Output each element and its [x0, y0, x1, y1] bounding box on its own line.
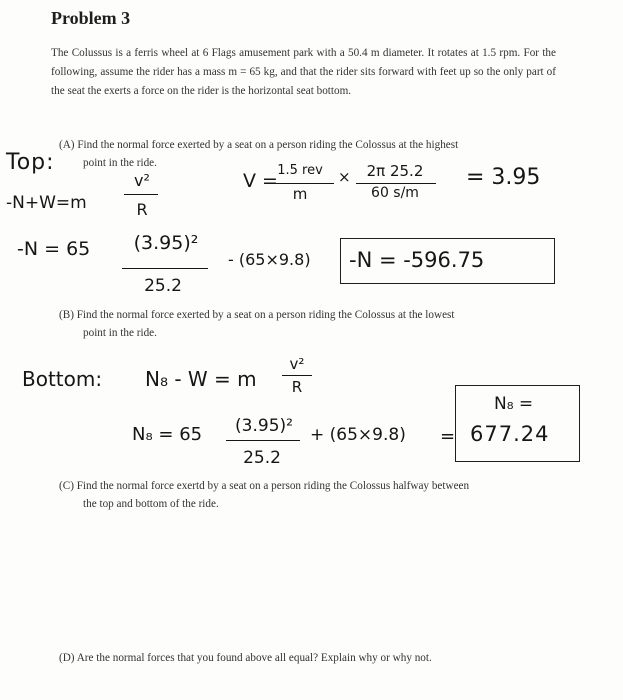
hw-n-den: 25.2 — [144, 276, 182, 296]
hw-v-num1: 1.5 rev — [277, 163, 323, 178]
answer-box-a — [340, 238, 555, 284]
hw-bottom-v2: v² — [289, 355, 305, 373]
hw-nb-plus: + (65×9.8) — [310, 425, 406, 445]
part-b-question — [59, 306, 559, 342]
hw-n-equation: -N = 65 — [17, 238, 91, 260]
hw-v-num2: 2π 25.2 — [366, 162, 424, 180]
hw-n-minus: - (65×9.8) — [228, 250, 311, 269]
hw-nb-equals: = — [440, 426, 456, 447]
hw-n-bar — [122, 268, 208, 269]
hw-v-den1: m — [292, 185, 308, 203]
hw-v-bar1 — [266, 183, 334, 184]
hw-nb-equation: N₈ = 65 — [132, 424, 203, 445]
part-a-line1: (A) Find the normal force exerted by a seat on a person riding the Colossus at the highest — [59, 139, 459, 151]
hw-n-square: (3.95)² — [133, 232, 199, 254]
part-c-line1: (C) Find the normal force exertd by a seat on a person riding the Colossus halfway between — [59, 480, 470, 492]
hw-bottom-bar — [282, 375, 312, 376]
hw-bottom-label: Bottom: — [22, 367, 103, 391]
hw-nb-square: (3.95)² — [235, 416, 293, 436]
hw-frac-bar — [124, 194, 158, 195]
part-c-question — [59, 477, 559, 513]
problem-title: Problem 3 — [51, 8, 131, 28]
hw-top-label: Top: — [6, 150, 55, 175]
answer-box-b — [455, 385, 580, 462]
hw-n-answer: -N = -596.75 — [349, 248, 485, 272]
hw-bottom-equation: N₈ - W = m — [145, 367, 257, 391]
hw-v-result: = 3.95 — [466, 165, 541, 190]
hw-v-eq: V = — [243, 170, 278, 192]
part-d-question: (D) Are the normal forces that you found above all equal? Explain why or why not. — [59, 652, 432, 664]
part-b-line1: (B) Find the normal force exerted by a seat on a person riding the Colossus at the lowest — [59, 309, 455, 321]
part-b-line2: point in the ride. — [83, 327, 157, 339]
hw-r-den: R — [136, 200, 148, 219]
hw-nb-ans-label: N₈ = — [494, 394, 534, 414]
hw-nb-den: 25.2 — [243, 448, 281, 468]
hw-times: × — [338, 168, 351, 186]
hw-v-bar2 — [356, 183, 436, 184]
part-a-line2: point in the ride. — [83, 157, 157, 169]
part-c-line2: the top and bottom of the ride. — [83, 498, 219, 510]
problem-intro: The Colussus is a ferris wheel at 6 Flags amusement park with a 50.4 m diameter. It rotates at 1.5 rpm. For the following, assume the rider has a mass m = 65 kg, and that the rider sits forward with feet up so the only part of the seat the exerts a force on the rider is the horizontal seat bottom. — [51, 47, 556, 97]
hw-v-den2: 60 s/m — [371, 185, 419, 201]
hw-bottom-r: R — [291, 378, 303, 396]
hw-nb-ans-value: 677.24 — [470, 422, 550, 446]
hw-nb-bar — [226, 440, 300, 441]
hw-v2-num: v² — [134, 171, 150, 190]
hw-top-equation: -N+W=m — [6, 193, 87, 213]
